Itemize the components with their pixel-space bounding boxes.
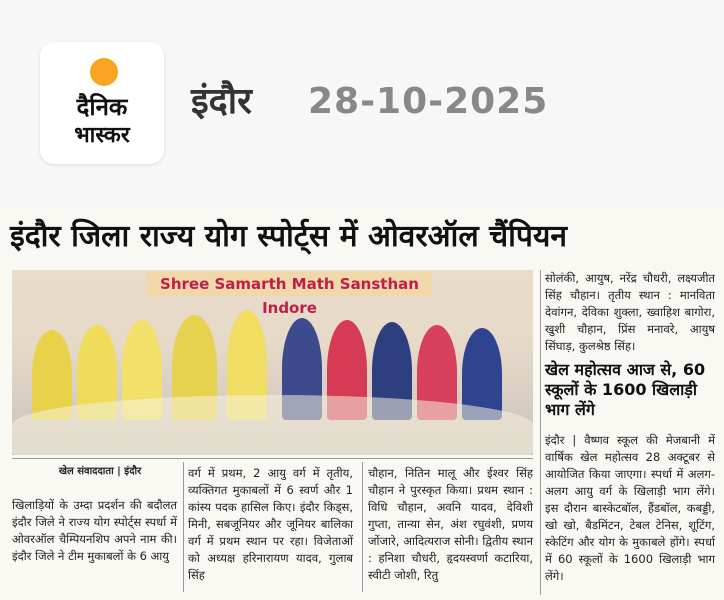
byline: खेल संवाददाता | इंदौर bbox=[58, 466, 142, 477]
city-label: इंदौर bbox=[191, 81, 252, 122]
photo-banner: Shree Samarth Math Sansthan Indore bbox=[147, 272, 432, 296]
column-divider bbox=[183, 462, 184, 592]
logo-line1: दैनिक bbox=[76, 93, 128, 121]
article-headline: इंदौर जिला राज्य योग स्पोर्ट्स में ओवरऑल चैंपियन bbox=[10, 219, 568, 254]
article-column-2: वर्ग में प्रथम, 2 आयु वर्ग में तृतीय, व्यक्तिगत मुकाबलों में 6 स्वर्ण और 1 कांस्य पदक हासिल किए। इंदौर किड्स, मिनी, सबजूनियर और जूनियर बालिका वर्ग में प्रथम स्थान पर रहा। विजेताओं को अध्यक्ष हरिनारायण यादव, गुलाब सिंह bbox=[188, 466, 353, 582]
divider bbox=[12, 458, 533, 459]
column-divider bbox=[362, 462, 363, 592]
article-column-3: चौहान, नितिन मालू और ईश्वर सिंह चौहान ने पुरस्कृत किया। प्रथम स्थान : विधि चौहान, अवनि यादव, देविशी गुप्ता, तान्या सेन, अंश रघुवंशी, प्रणय जोंजारे, आदित्यराज सोनी। द्वितीय स्थान : हनिशा चौधरी, हृदयस्वर्णा कटारिया, स्वीटी जोशी, रितु bbox=[368, 466, 533, 582]
logo-line2: भास्कर bbox=[74, 123, 130, 148]
sub-headline: खेल महोत्सव आज से, 60 स्कूलों के 1600 खिलाड़ी भाग लेंगे bbox=[545, 360, 706, 419]
dainik-bhaskar-logo[interactable] bbox=[40, 42, 164, 164]
article-column-1: खिलाड़ियों के उम्दा प्रदर्शन की बदौलत इंदौर जिले ने राज्य योग स्पोर्ट्स स्पर्धा में ओवरऑल चैम्पियनशिप अपने नाम की। इंदौर जिले ने टीम मुकाबलों के 6 आयु bbox=[12, 498, 177, 563]
date-label: 28-10-2025 bbox=[308, 81, 549, 122]
header-bar bbox=[0, 0, 724, 200]
article-photo bbox=[12, 270, 533, 455]
sun-icon bbox=[90, 58, 118, 86]
article-column-4-top: सोलंकी, आयुष, नरेंद्र चौधरी, लक्ष्यजीत सिंह चौहान। तृतीय स्थान : मानविता देवांगन, देविका शुक्ला, ख्वाहिश बागोरा, खुशी चौहान, प्रिंस मनावरे, आयुष सिंघाड़, कुलश्रेष्ठ सिंह। bbox=[545, 271, 715, 353]
front-row bbox=[12, 395, 533, 455]
column-divider bbox=[540, 270, 541, 595]
article-column-4-bottom: इंदौर | वैष्णव स्कूल की मेजबानी में वार्षिक खेल महोत्सव 28 अक्टूबर से आयोजित किया जाएगा। स्पर्धा में अलग-अलग आयु वर्ग के खिलाड़ी भाग लेंगे। इस दौरान बास्केटबॉल, हैंडबॉल, कबड्डी, खो खो, बैडमिंटन, टेबल टेनिस, शूटिंग, स्केटिंग और योग के मुकाबले होंगे। स्पर्धा में 60 स्कूलों के 1600 खिलाड़ी भाग लेंगे। bbox=[545, 433, 715, 583]
